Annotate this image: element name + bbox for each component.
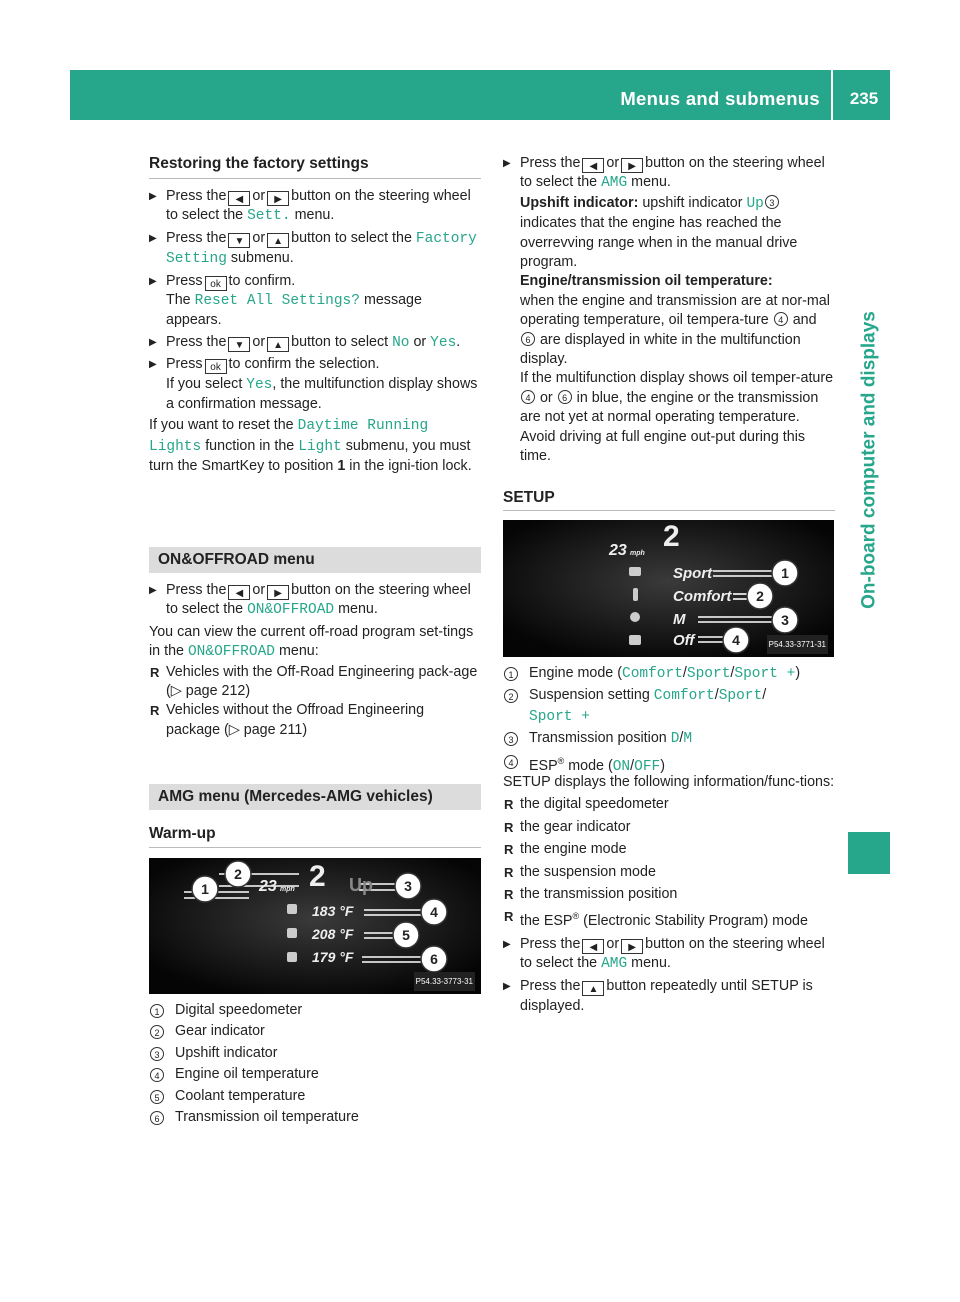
- heading-rule: [503, 510, 835, 511]
- header-separator: [831, 70, 833, 120]
- setup-speed: 23: [609, 542, 627, 559]
- left-arrow-key-icon: ◀: [582, 939, 604, 954]
- temperature-icons: [287, 904, 297, 962]
- callout-1: 1: [781, 565, 789, 581]
- offroad-band: ON&OFFROAD menu: [149, 547, 481, 573]
- header-title: Menus and submenus: [620, 88, 820, 109]
- cluster-temp-1: 183 °F: [312, 903, 354, 919]
- cluster-gear: 2: [309, 860, 326, 893]
- down-arrow-key-icon: ▼: [228, 233, 250, 248]
- legend-item-5: 5 Coolant temperature: [149, 1087, 481, 1106]
- ok-key-icon: ok: [205, 359, 227, 374]
- setup-bullet-2: R the gear indicator: [503, 818, 835, 837]
- callout-3: 3: [404, 878, 412, 894]
- restore-heading: Restoring the factory settings: [149, 155, 369, 172]
- setup-legend: [503, 664, 835, 777]
- restore-step-3: ▶ Press ok to confirm. The Reset All Settings? message appears.: [149, 272, 481, 331]
- cluster-upshift: Up: [349, 875, 373, 895]
- amg-band: AMG menu (Mercedes-AMG vehicles): [149, 784, 481, 810]
- legend-item-4: 4 Engine oil temperature: [149, 1065, 481, 1084]
- callout-6: 6: [430, 951, 438, 967]
- callout-5: 5: [402, 927, 410, 943]
- up-arrow-key-icon: ▲: [267, 337, 289, 352]
- cluster-speed: 23: [259, 878, 277, 895]
- callout-2: 2: [756, 588, 764, 604]
- warmup-heading: Warm-up: [149, 825, 216, 842]
- page-header: [70, 70, 890, 120]
- setup-paragraph: SETUP displays the following information/func-tions:: [503, 774, 835, 790]
- offroad-bullet-1: R Vehicles with the Off-Road Engineering pack-age (▷ page 212): [149, 663, 481, 702]
- amg-continued: [503, 154, 835, 467]
- legend-item-3: 3 Upshift indicator: [149, 1044, 481, 1063]
- legend-item-2: 2 Gear indicator: [149, 1022, 481, 1041]
- side-tab-marker: [848, 832, 890, 874]
- setup-step-2: ▶ Press the ▲ button repeatedly until SETUP is displayed.: [503, 977, 835, 1016]
- right-arrow-key-icon: ▶: [267, 191, 289, 206]
- legend-item-6: 6 Transmission oil temperature: [149, 1108, 481, 1127]
- restore-step-4: ▶ Press the ▼ or ▲ button to select No or Yes.: [149, 333, 481, 353]
- callout-3: 3: [781, 612, 789, 628]
- setup-row-2: Comfort: [673, 588, 732, 605]
- setup-legend-1: 1 Engine mode (Comfort/Sport/Sport +): [503, 664, 835, 684]
- setup-info: [503, 773, 835, 1016]
- left-arrow-key-icon: ◀: [228, 585, 250, 600]
- offroad-section: [149, 581, 481, 740]
- setup-bullet-6: R the ESP® (Electronic Stability Program) mode: [503, 907, 835, 931]
- setup-display-image: [503, 520, 834, 657]
- right-arrow-key-icon: ▶: [621, 939, 643, 954]
- cluster-unit: mph: [280, 886, 295, 893]
- setup-heading: SETUP: [503, 489, 555, 506]
- setup-legend-4: 4 ESP® mode (ON/OFF): [503, 752, 835, 777]
- left-arrow-key-icon: ◀: [228, 191, 250, 206]
- offroad-step-1: ▶ Press the ◀ or ▶ button on the steering wheel to select the ON&OFFROAD menu.: [149, 581, 481, 621]
- warmup-legend: [149, 1001, 481, 1127]
- restore-step-2: ▶ Press the ▼ or ▲ button to select the Factory Setting submenu.: [149, 229, 481, 270]
- setup-row-1: Sport: [673, 565, 713, 582]
- heading-rule: [149, 178, 481, 179]
- restore-step-1: ▶ Press the ◀ or ▶ button on the steering wheel to select the Sett. menu.: [149, 187, 481, 227]
- page-ref-icon: ▷: [228, 721, 240, 738]
- amg-step-1: ▶ Press the ◀ or ▶ button on the steering wheel to select the AMG menu. Upshift indicator: upshift indicator Up 3 indicates that the engine has reached the overrevving range when in the manual drive program. Engine/transmission oil temperature: when the engine and transmission are at nor-mal operating temperature, oil tempera-ture 4 and 6 are displayed in white in the multifunction display. If the multifunction display shows oil temper-ature 4 or 6 in blue, the engine or the transmission are not yet at normal operating temperature. Avoid driving at full engine out-put during this time.: [503, 154, 835, 467]
- image-code: P54.33-3773-31: [414, 972, 475, 991]
- up-arrow-key-icon: ▲: [582, 981, 604, 996]
- restore-steps: [149, 187, 481, 477]
- callout-4: 4: [732, 632, 740, 648]
- setup-row-4: Off: [673, 632, 695, 649]
- down-arrow-key-icon: ▼: [228, 337, 250, 352]
- page-ref-icon: ▷: [170, 683, 182, 700]
- warmup-display-image: [149, 858, 481, 994]
- cluster-temp-3: 179 °F: [312, 949, 354, 965]
- offroad-bullet-2: R Vehicles without the Offroad Engineering package (▷ page 211): [149, 701, 481, 740]
- right-arrow-key-icon: ▶: [621, 158, 643, 173]
- setup-legend-3: 3 Transmission position D/M: [503, 729, 835, 749]
- callout-1: 1: [201, 881, 209, 897]
- side-tab-label: On-board computer and displays: [858, 311, 880, 609]
- restore-step-5: ▶ Press ok to confirm the selection. If you select Yes, the multifunction display shows a confirmation message.: [149, 355, 481, 414]
- page-number: 235: [849, 89, 879, 108]
- ok-key-icon: ok: [205, 276, 227, 291]
- setup-gear: 2: [663, 520, 680, 553]
- callout-4: 4: [430, 904, 438, 920]
- setup-row-3: M: [673, 611, 686, 628]
- right-arrow-key-icon: ▶: [267, 585, 289, 600]
- left-arrow-key-icon: ◀: [582, 158, 604, 173]
- setup-unit: mph: [630, 550, 645, 557]
- offroad-note: You can view the current off-road program set-tings in the ON&OFFROAD menu:: [149, 623, 474, 661]
- setup-bullet-4: R the suspension mode: [503, 863, 835, 882]
- legend-item-1: 1 Digital speedometer: [149, 1001, 481, 1020]
- side-tab: [848, 120, 890, 820]
- image-code: P54.33-3771-31: [767, 635, 828, 654]
- callout-2: 2: [234, 866, 242, 882]
- setup-step-1: ▶ Press the ◀ or ▶ button on the steering wheel to select the AMG menu.: [503, 935, 835, 975]
- setup-bullet-3: R the engine mode: [503, 840, 835, 859]
- up-arrow-key-icon: ▲: [267, 233, 289, 248]
- setup-bullet-1: R the digital speedometer: [503, 795, 835, 814]
- cluster-temp-2: 208 °F: [312, 926, 354, 942]
- setup-bullet-5: R the transmission position: [503, 885, 835, 904]
- heading-rule: [149, 847, 481, 848]
- setup-legend-2: 2 Suspension setting Comfort/Sport/ Sport +: [503, 686, 835, 727]
- restore-note: If you want to reset the Daytime Running Lights function in the Light submenu, you must turn the SmartKey to position 1 in the igni-tion lock.: [149, 417, 472, 475]
